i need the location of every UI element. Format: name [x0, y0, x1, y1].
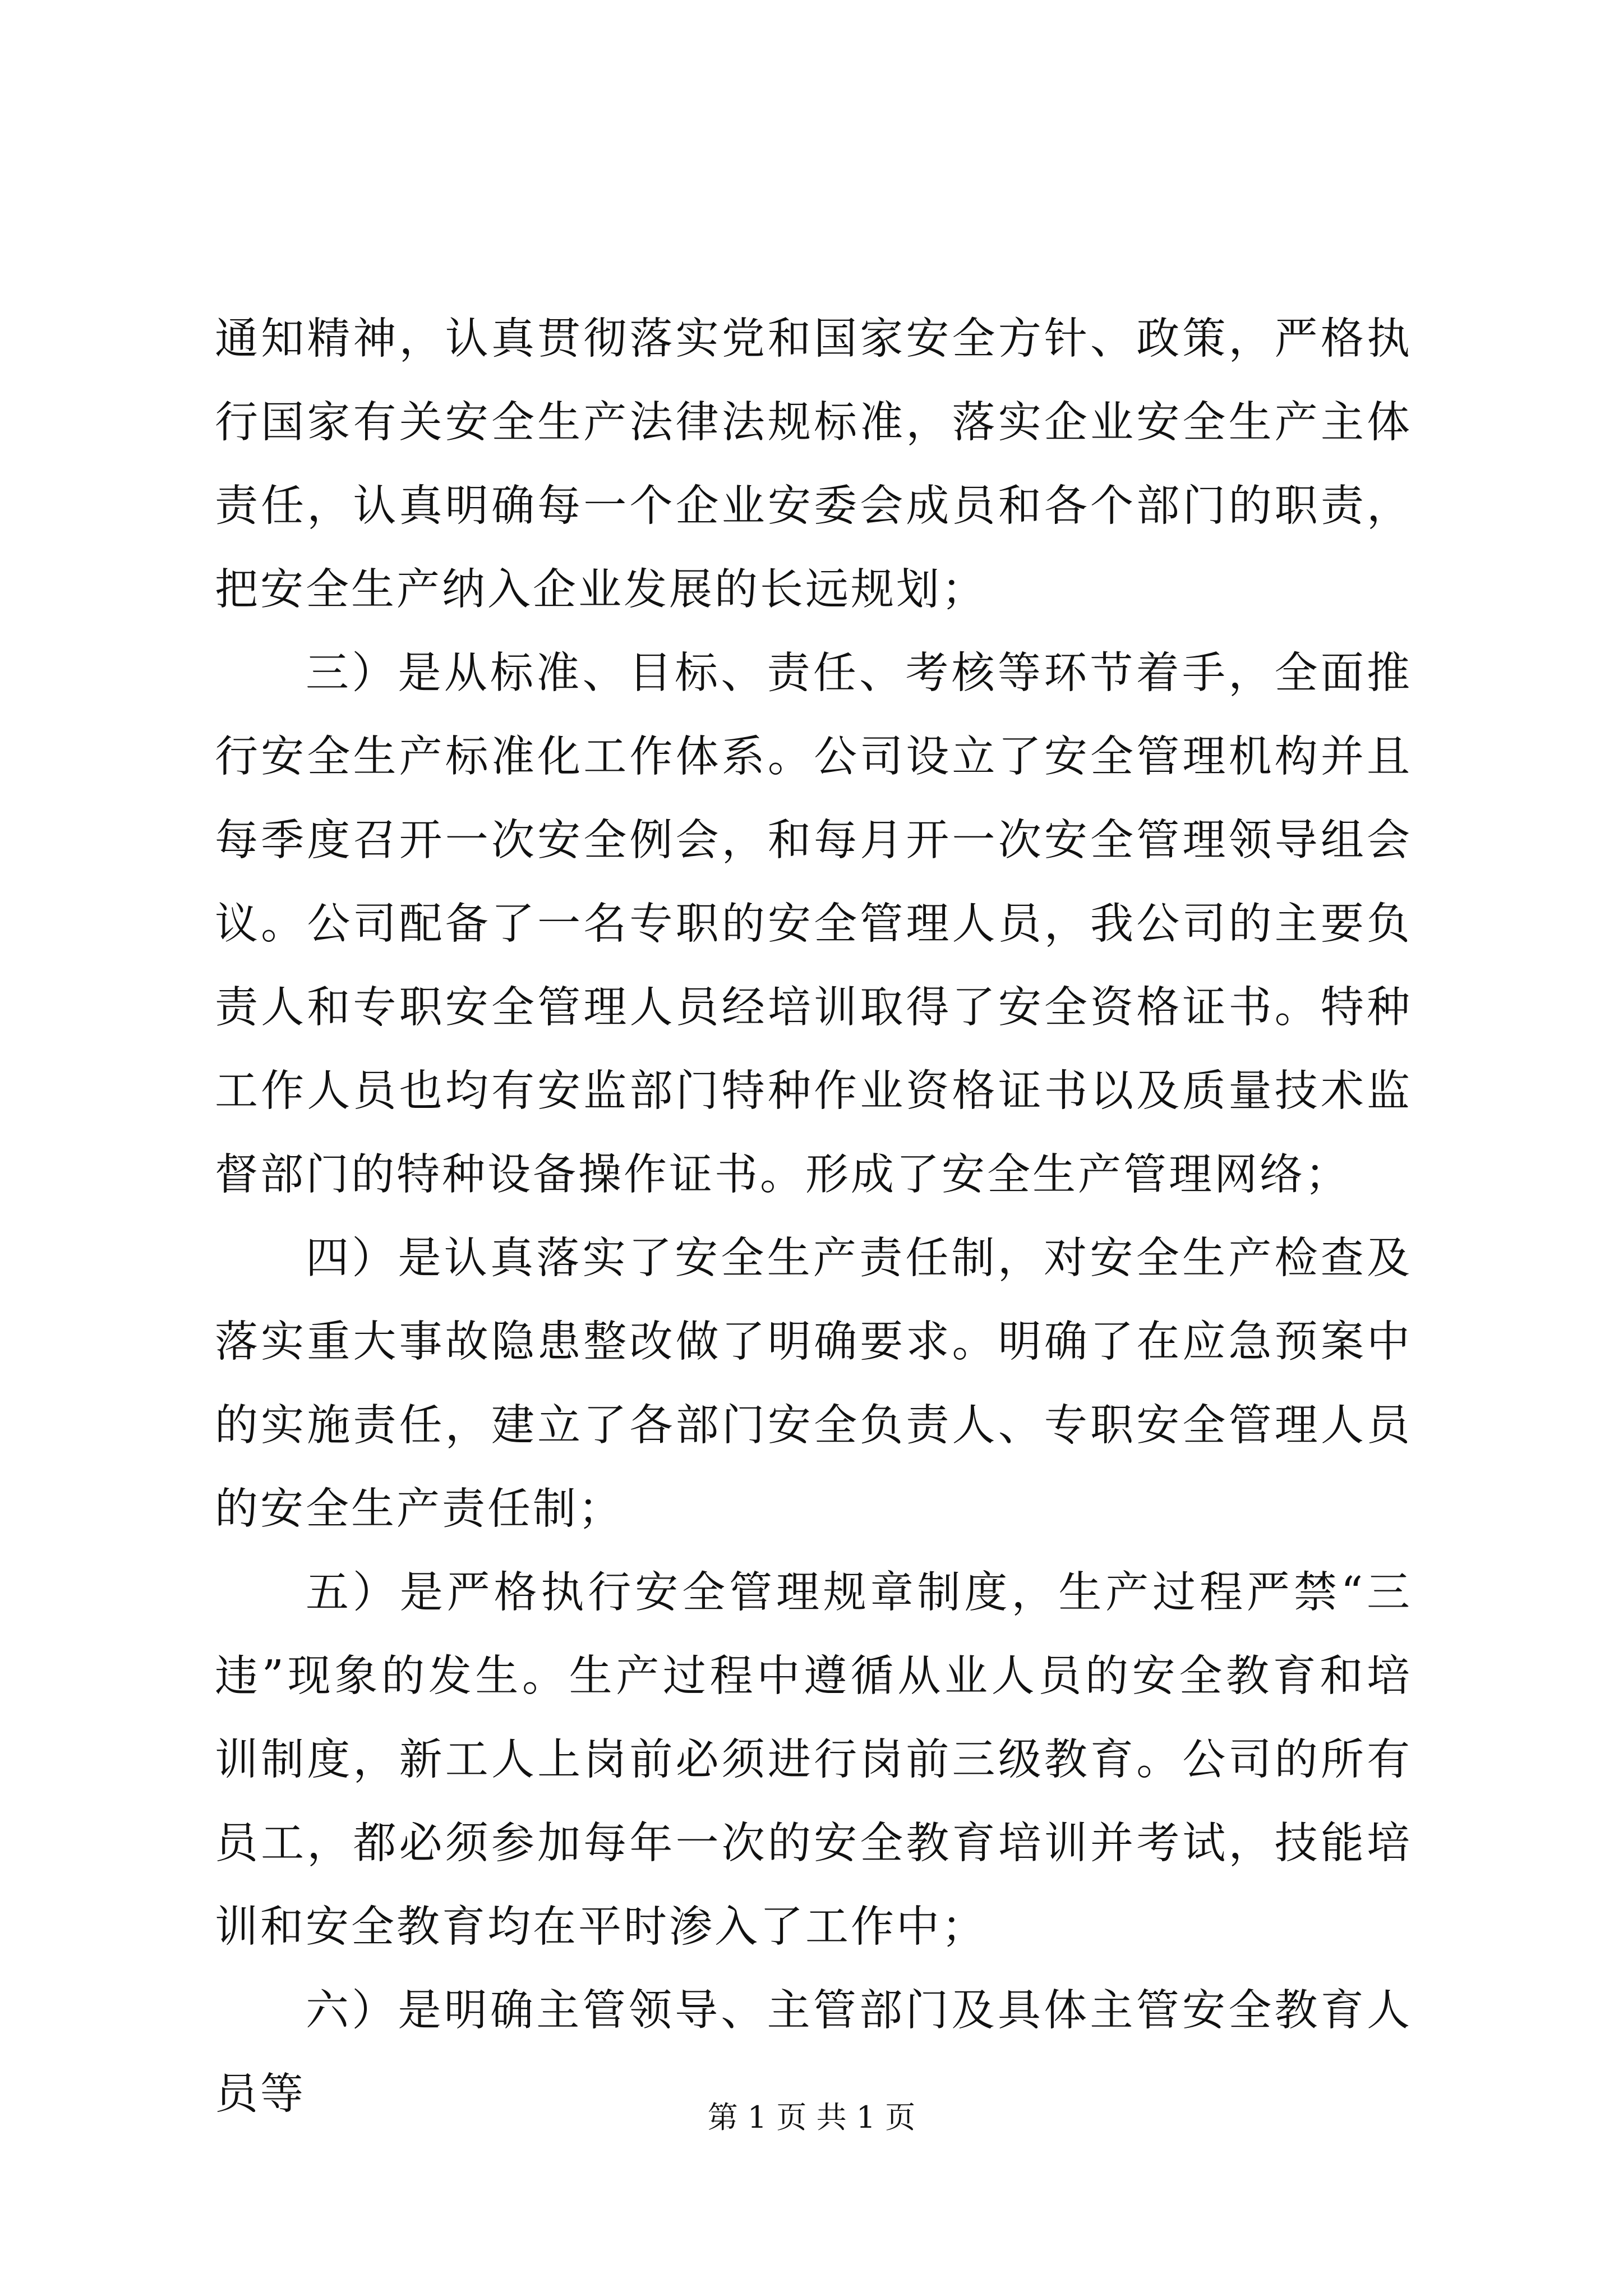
paragraph-continuation: 通知精神，认真贯彻落实党和国家安全方针、政策，严格执行国家有关安全生产法律法规标准，落实企业安全生产主体责任，认真明确每一个企业安委会成员和各个部门的职责，把安全生产纳入企业发展的长远规划；	[215, 314, 1412, 615]
page-footer: 第 1 页 共 1 页	[707, 2100, 916, 2135]
document-body	[215, 297, 1412, 2136]
paragraph-item-4: 四）是认真落实了安全生产责任制，对安全生产检查及落实重大事故隐患整改做了明确要求。明确了在应急预案中的实施责任，建立了各部门安全负责人、专职安全管理人员的安全生产责任制；	[215, 1234, 1412, 1534]
paragraph-item-5: 五）是严格执行安全管理规章制度，生产过程严禁“三违”现象的发生。生产过程中遵循从业人员的安全教育和培训制度，新工人上岗前必须进行岗前三级教育。公司的所有员工，都必须参加每年一次的安全教育培训并考试，技能培训和安全教育均在平时渗入了工作中；	[215, 1568, 1412, 1952]
paragraph-item-3: 三）是从标准、目标、责任、考核等环节着手，全面推行安全生产标准化工作体系。公司设立了安全管理机构并且每季度召开一次安全例会，和每月开一次安全管理领导组会议。公司配备了一名专职的安全管理人员，我公司的主要负责人和专职安全管理人员经培训取得了安全资格证书。特种工作人员也均有安监部门特种作业资格证书以及质量技术监督部门的特种设备操作证书。形成了安全生产管理网络；	[215, 648, 1412, 1200]
paragraph-item-6: 六）是明确主管领导、主管部门及具体主管安全教育人员等	[215, 1986, 1412, 2119]
